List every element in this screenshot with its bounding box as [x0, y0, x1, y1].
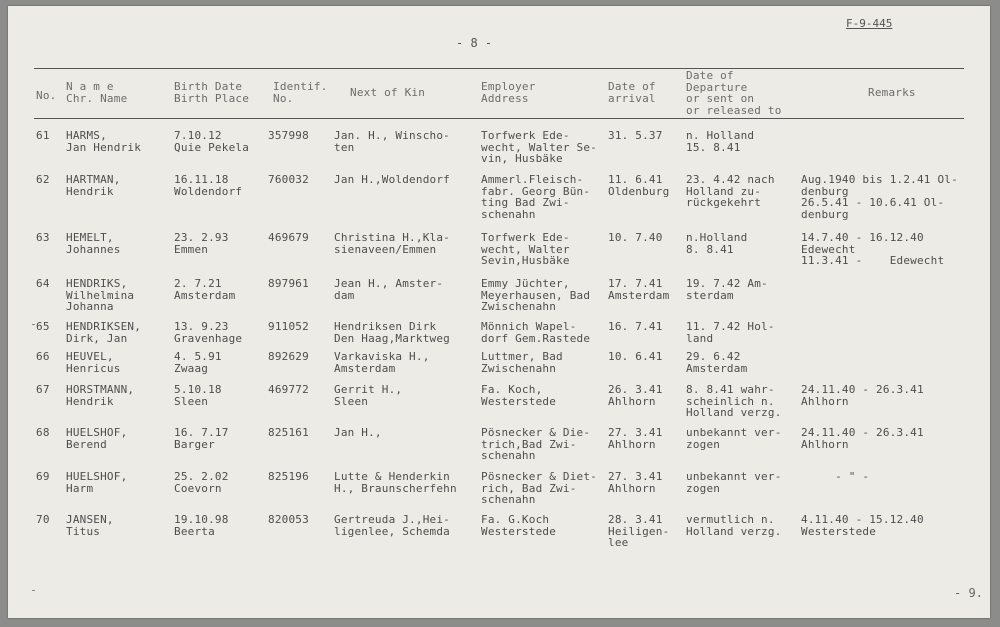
row-no: 63: [36, 231, 50, 244]
row-arrival: 17. 7.41 Amsterdam: [608, 277, 670, 302]
row-remarks: - " -: [801, 470, 870, 483]
header-no: No.: [36, 89, 57, 102]
header-departure: Date of Departure or sent on or released to: [686, 69, 782, 117]
row-arrival: 27. 3.41 Ahlhorn: [608, 426, 663, 451]
row-identif: 825161: [268, 426, 309, 439]
row-kin: Jean H., Amster- dam: [334, 277, 444, 302]
page-number: - 8 -: [456, 36, 493, 50]
header-rule: [34, 118, 964, 119]
row-no: 66: [36, 350, 50, 363]
row-identif: 820053: [268, 513, 309, 526]
header-arrival: Date of arrival: [608, 80, 656, 105]
row-no: 67: [36, 383, 50, 396]
row-no: 65: [36, 320, 50, 333]
row-identif: 469679: [268, 231, 309, 244]
row-arrival: 11. 6.41 Oldenburg: [608, 173, 670, 198]
row-identif: 469772: [268, 383, 309, 396]
row-arrival: 27. 3.41 Ahlhorn: [608, 470, 663, 495]
row-arrival: 16. 7.41: [608, 320, 663, 333]
row-kin: Hendriksen Dirk Den Haag,Marktweg: [334, 320, 450, 345]
row-remarks: 24.11.40 - 26.3.41 Ahlhorn: [801, 426, 924, 451]
row-birth: 4. 5.91 Zwaag: [174, 350, 222, 375]
margin-tick: [32, 590, 35, 591]
row-birth: 2. 7.21 Amsterdam: [174, 277, 236, 302]
row-employer: Torfwerk Ede- wecht, Walter Se- vin, Husbäke: [481, 129, 597, 165]
row-birth: 13. 9.23 Gravenhage: [174, 320, 243, 345]
row-name: HEMELT, Johannes: [66, 231, 121, 256]
row-remarks: 4.11.40 - 15.12.40 Westerstede: [801, 513, 924, 538]
row-identif: 892629: [268, 350, 309, 363]
row-identif: 357998: [268, 129, 309, 142]
row-employer: Mönnich Wapel- dorf Gem.Rastede: [481, 320, 591, 345]
row-name: HARMS, Jan Hendrik: [66, 129, 142, 154]
row-arrival: 10. 7.40: [608, 231, 663, 244]
row-birth: 7.10.12 Quie Pekela: [174, 129, 250, 154]
row-employer: Luttmer, Bad Zwischenahn: [481, 350, 563, 375]
row-departure: 8. 8.41 wahr- scheinlich n. Holland verzg.: [686, 383, 782, 419]
header-birth: Birth Date Birth Place: [174, 80, 250, 105]
row-identif: 897961: [268, 277, 309, 290]
row-departure: unbekannt ver- zogen: [686, 426, 782, 451]
row-name: JANSEN, Titus: [66, 513, 114, 538]
row-name: HARTMAN, Hendrik: [66, 173, 121, 198]
row-name: HEUVEL, Henricus: [66, 350, 121, 375]
row-departure: unbekannt ver- zogen: [686, 470, 782, 495]
reference-number: F-9-445: [846, 17, 893, 30]
header-name: N a m e Chr. Name: [66, 80, 128, 105]
row-no: 69: [36, 470, 50, 483]
row-birth: 5.10.18 Sleen: [174, 383, 222, 408]
row-kin: Jan. H., Winscho- ten: [334, 129, 450, 154]
row-employer: Emmy Jüchter, Meyerhausen, Bad Zwischenahn: [481, 277, 591, 313]
row-departure: vermutlich n. Holland verzg.: [686, 513, 782, 538]
row-employer: Torfwerk Ede- wecht, Walter Sevin,Husbäke: [481, 231, 570, 267]
row-no: 61: [36, 129, 50, 142]
header-remarks: Remarks: [868, 86, 916, 99]
row-name: HUELSHOF, Harm: [66, 470, 128, 495]
row-identif: 911052: [268, 320, 309, 333]
row-departure: n. Holland 15. 8.41: [686, 129, 755, 154]
row-departure: n.Holland 8. 8.41: [686, 231, 748, 256]
row-no: 68: [36, 426, 50, 439]
row-identif: 825196: [268, 470, 309, 483]
row-kin: Varkaviska H., Amsterdam: [334, 350, 430, 375]
row-employer: Fa. G.Koch Westerstede: [481, 513, 557, 538]
row-kin: Lutte & Henderkin H., Braunscherfehn: [334, 470, 457, 495]
row-employer: Fa. Koch, Westerstede: [481, 383, 557, 408]
row-kin: Jan H.,: [334, 426, 382, 439]
row-name: HENDRIKSEN, Dirk, Jan: [66, 320, 142, 345]
row-arrival: 31. 5.37: [608, 129, 663, 142]
row-kin: Gerrit H., Sleen: [334, 383, 403, 408]
row-remarks: 14.7.40 - 16.12.40 Edewecht 11.3.41 - Edewecht: [801, 231, 945, 267]
row-arrival: 28. 3.41 Heiligen- lee: [608, 513, 670, 549]
row-kin: Jan H.,Woldendorf: [334, 173, 450, 186]
row-birth: 19.10.98 Beerta: [174, 513, 229, 538]
row-birth: 16.11.18 Woldendorf: [174, 173, 243, 198]
row-kin: Gertreuda J.,Hei- ligenlee, Schemda: [334, 513, 450, 538]
row-name: HUELSHOF, Berend: [66, 426, 128, 451]
row-arrival: 10. 6.41: [608, 350, 663, 363]
header-employer: Employer Address: [481, 80, 536, 105]
document-page: [8, 6, 990, 618]
row-birth: 16. 7.17 Barger: [174, 426, 229, 451]
row-no: 70: [36, 513, 50, 526]
header-kin: Next of Kin: [350, 86, 426, 99]
row-employer: Pösnecker & Diet- rich, Bad Zwi- schenahn: [481, 470, 597, 506]
row-departure: 23. 4.42 nach Holland zu- rückgekehrt: [686, 173, 775, 209]
row-no: 64: [36, 277, 50, 290]
row-name: HORSTMANN, Hendrik: [66, 383, 135, 408]
row-kin: Christina H.,Kla- sienaveen/Emmen: [334, 231, 450, 256]
row-departure: 11. 7.42 Hol- land: [686, 320, 775, 345]
row-employer: Pösnecker & Die- trich,Bad Zwi- schenahn: [481, 426, 591, 462]
row-name: HENDRIKS, Wilhelmina Johanna: [66, 277, 135, 313]
row-departure: 29. 6.42 Amsterdam: [686, 350, 748, 375]
next-page-mark: - 9.: [954, 586, 983, 600]
margin-tick: [32, 324, 35, 325]
row-identif: 760032: [268, 173, 309, 186]
row-employer: Ammerl.Fleisch- fabr. Georg Bün- ting Bad Zwi- schenahn: [481, 173, 591, 221]
top-rule: [34, 68, 964, 69]
row-birth: 25. 2.02 Coevorn: [174, 470, 229, 495]
row-no: 62: [36, 173, 50, 186]
row-remarks: 24.11.40 - 26.3.41 Ahlhorn: [801, 383, 924, 408]
row-remarks: Aug.1940 bis 1.2.41 Ol- denburg 26.5.41 - 10.6.41 Ol- denburg: [801, 173, 958, 221]
row-birth: 23. 2.93 Emmen: [174, 231, 229, 256]
header-identif: Identif. No.: [273, 80, 328, 105]
row-departure: 19. 7.42 Am- sterdam: [686, 277, 768, 302]
row-arrival: 26. 3.41 Ahlhorn: [608, 383, 663, 408]
